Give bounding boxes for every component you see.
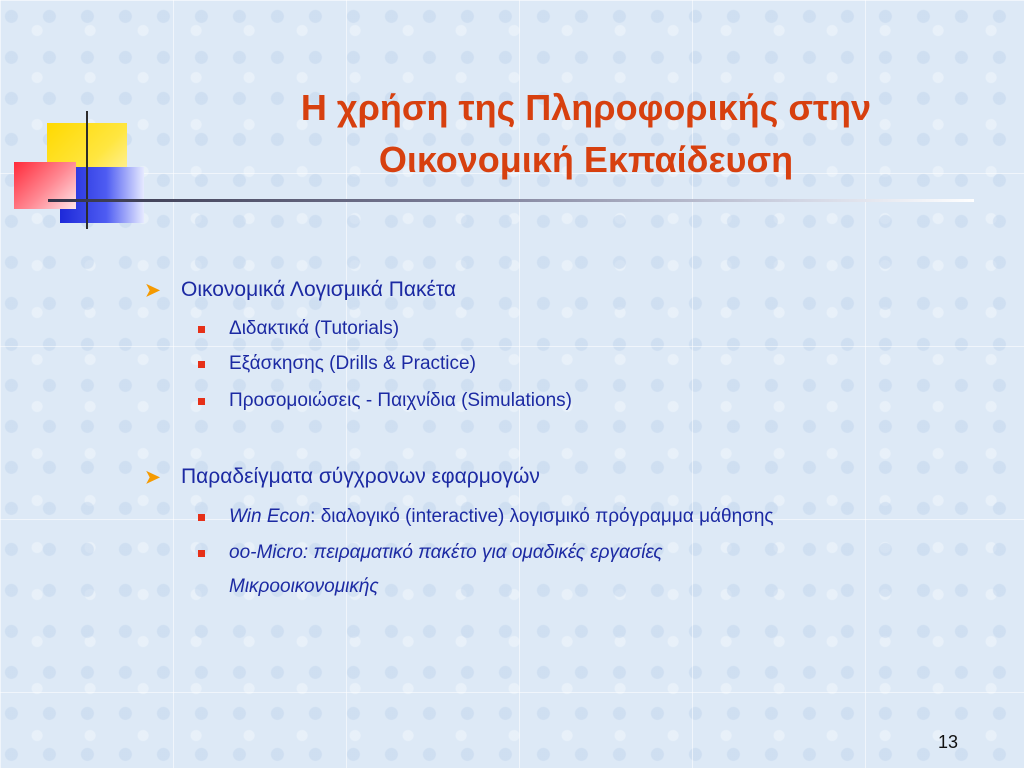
app-name: Win Econ: [229, 506, 311, 527]
arrow-bullet-icon: ➤: [145, 467, 161, 487]
square-bullet-icon: [198, 326, 205, 333]
app-description: : διαλογικό (interactive) λογισμικό πρόγραμμα μάθησης: [310, 506, 774, 527]
slide-title-line2: Οικονομική Εκπαίδευση: [378, 139, 794, 180]
square-bullet-icon: [198, 398, 205, 405]
list-item: Εξάσκησης (Drills & Practice): [229, 353, 476, 374]
list-item: [229, 500, 774, 534]
section-heading: Παραδείγματα σύγχρονων εφαρμογών: [181, 465, 540, 488]
section-heading: Οικονομικά Λογισμικά Πακέτα: [181, 278, 457, 301]
square-bullet-icon: [198, 361, 205, 368]
square-bullet-icon: [198, 550, 205, 557]
slide-title-line1: Η χρήση της Πληροφορικής στην: [300, 87, 872, 128]
list-item-line2: Μικροοικονομικής: [229, 576, 379, 597]
list-item: Διδακτικά (Tutorials): [229, 318, 400, 339]
list-item: [229, 536, 663, 604]
list-item-line1: oo-Micro: πειραματικό πακέτο για ομαδικές εργασίες: [229, 542, 663, 563]
arrow-bullet-icon: ➤: [145, 280, 161, 300]
list-item: Προσομοιώσεις - Παιχνίδια (Simulations): [229, 390, 572, 411]
square-bullet-icon: [198, 514, 205, 521]
page-number: 13: [938, 732, 959, 752]
